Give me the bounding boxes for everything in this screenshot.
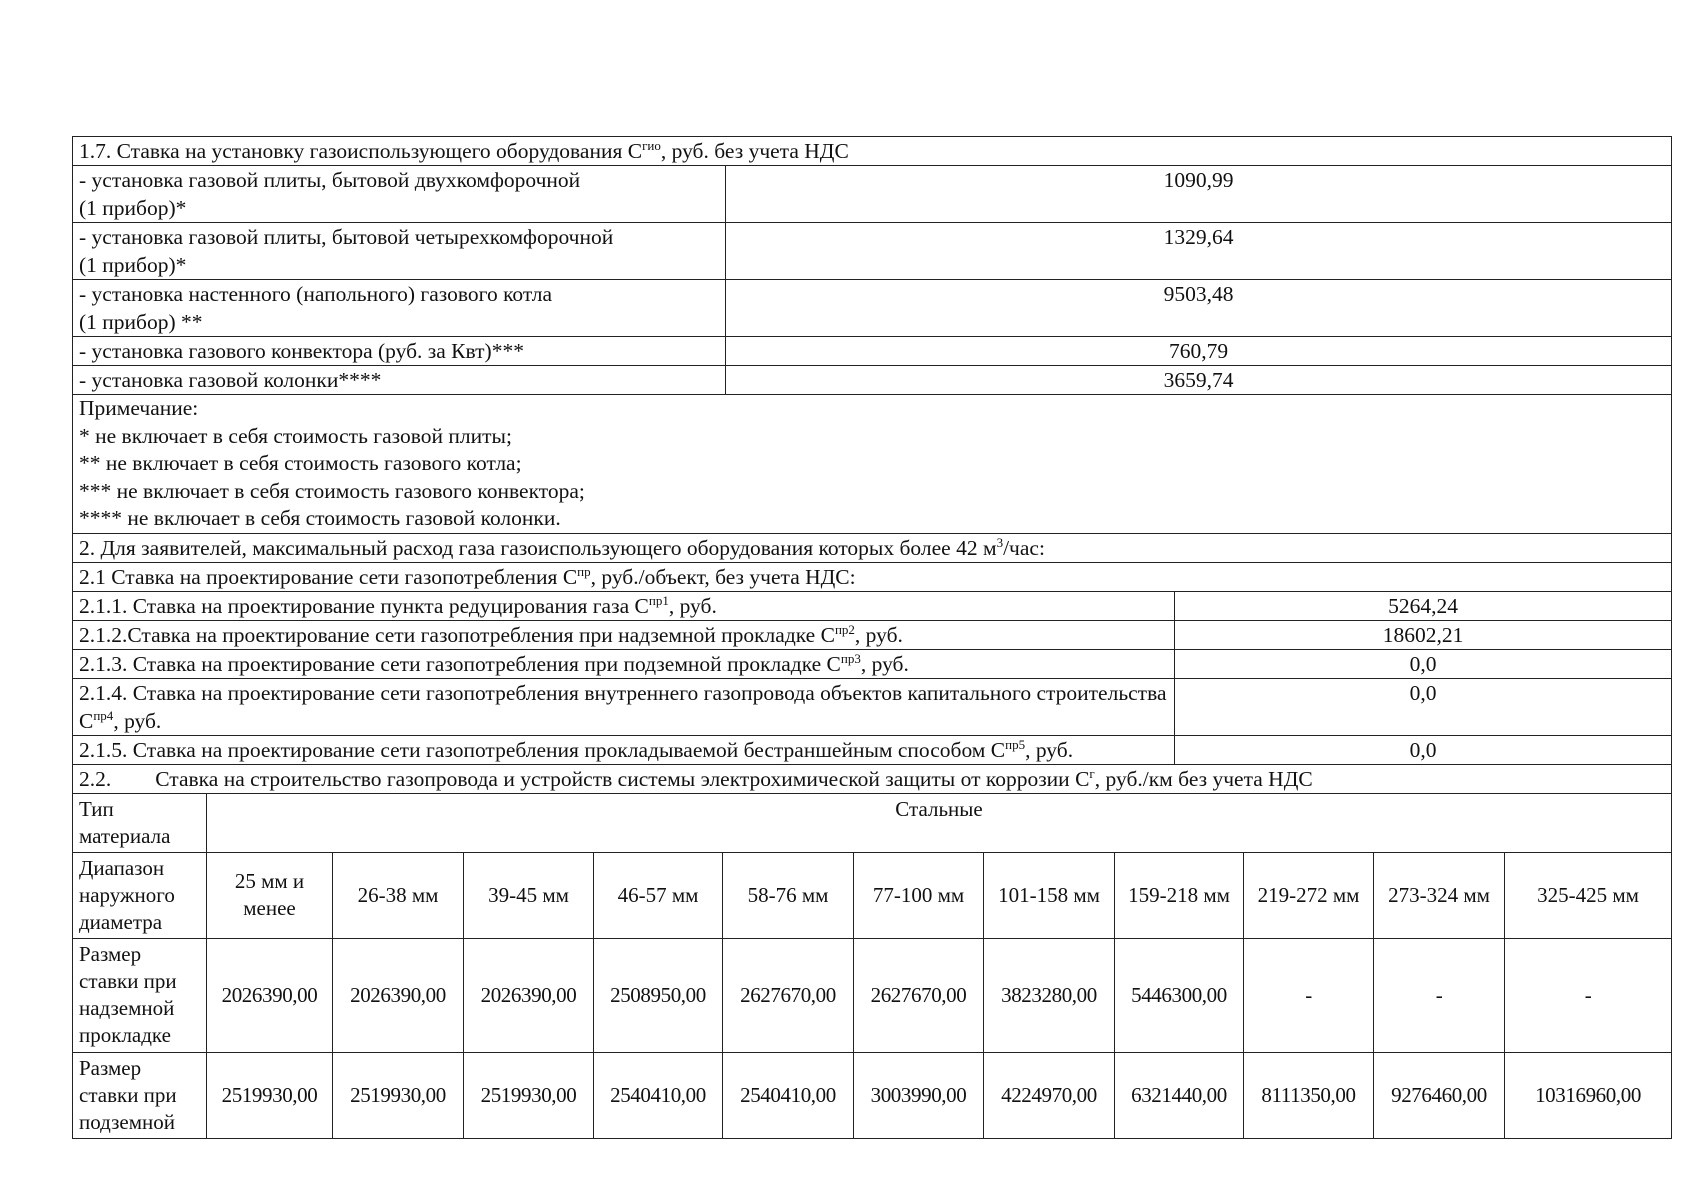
table-row xyxy=(73,591,1672,620)
table-row xyxy=(73,938,1672,1052)
construction-rates-table xyxy=(72,793,1672,1139)
row-value: 760,79 xyxy=(726,337,1672,366)
diameter-cell: 46-57 мм xyxy=(594,852,723,938)
row-value: 0,0 xyxy=(1175,649,1672,678)
table-row xyxy=(73,620,1672,649)
rate-cell: 8111350,00 xyxy=(1244,1052,1374,1138)
row-value: 9503,48 xyxy=(726,280,1672,337)
design-rates-table xyxy=(72,562,1672,794)
rate-cell: 2026390,00 xyxy=(333,938,464,1052)
note-line: **** не включает в себя стоимость газовой колонки. xyxy=(79,506,561,530)
rate-cell: 10316960,00 xyxy=(1505,1052,1672,1138)
installation-rates-table xyxy=(72,136,1672,563)
row-label: - установка газового конвектора (руб. за Квт)*** xyxy=(73,337,726,366)
rate-cell: 2026390,00 xyxy=(464,938,594,1052)
row-label: - установка газовой плиты, бытовой четырехкомфорочной (1 прибор)* xyxy=(73,223,726,280)
table-row xyxy=(73,735,1672,764)
rate-cell: 2026390,00 xyxy=(207,938,333,1052)
section-2-2-title: 2.2. Ставка на строительство газопровода и устройств системы электрохимической защиты от коррозии $С^г$, руб./км без учета НДС xyxy=(73,764,1672,793)
row-label: 2.1.2.Ставка на проектирование сети газопотребления при надземной прокладке $С^{пр2}$, руб. xyxy=(73,620,1175,649)
diameter-cell: 77-100 мм xyxy=(854,852,984,938)
row-label: - установка газовой плиты, бытовой двухкомфорочной (1 прибор)* xyxy=(73,166,726,223)
section-1-7-title: 1.7. Ставка на установку газоиспользующего оборудования $С^{гио}$, руб. без учета НДС xyxy=(73,137,1672,166)
diameter-cell: 219-272 мм xyxy=(1244,852,1374,938)
above-ground-label: Размер ставки при надземной прокладке xyxy=(73,938,207,1052)
table-row xyxy=(73,366,1672,395)
table-row xyxy=(73,678,1672,735)
rate-cell: 2519930,00 xyxy=(464,1052,594,1138)
row-label: - установка газовой колонки**** xyxy=(73,366,726,395)
rate-cell: 2627670,00 xyxy=(854,938,984,1052)
rate-cell: 2540410,00 xyxy=(594,1052,723,1138)
diameter-cell: 26-38 мм xyxy=(333,852,464,938)
underground-label: Размер ставки при подземной xyxy=(73,1052,207,1138)
row-value: 1090,99 xyxy=(726,166,1672,223)
section-2-1-title: 2.1 Ставка на проектирование сети газопотребления $С^{пр}$, руб./объект, без учета НДС: xyxy=(73,562,1672,591)
diameter-label: Диапазон наружного диаметра xyxy=(73,852,207,938)
rate-cell: 9276460,00 xyxy=(1374,1052,1505,1138)
row-value: 0,0 xyxy=(1175,678,1672,735)
section-2-title: 2. Для заявителей, максимальный расход газа газоиспользующего оборудования которых более 42 $м^3$/час: xyxy=(73,533,1672,562)
row-value: 0,0 xyxy=(1175,735,1672,764)
table-row xyxy=(73,649,1672,678)
row-label: - установка настенного (напольного) газового котла (1 прибор) ** xyxy=(73,280,726,337)
diameter-cell: 101-158 мм xyxy=(984,852,1115,938)
rate-cell: - xyxy=(1505,938,1672,1052)
rate-cell: 5446300,00 xyxy=(1115,938,1244,1052)
material-label: Тип материала xyxy=(73,793,207,852)
row-value: 5264,24 xyxy=(1175,591,1672,620)
row-value: 3659,74 xyxy=(726,366,1672,395)
diameter-cell: 325-425 мм xyxy=(1505,852,1672,938)
rate-cell: 2627670,00 xyxy=(723,938,854,1052)
notes-block xyxy=(73,395,1672,534)
table-row xyxy=(73,1052,1672,1138)
rate-cell: 3003990,00 xyxy=(854,1052,984,1138)
diameter-cell: 39-45 мм xyxy=(464,852,594,938)
notes-title: Примечание: xyxy=(79,396,199,420)
table-row xyxy=(73,337,1672,366)
table-row xyxy=(73,166,1672,223)
material-value: Стальные xyxy=(207,793,1672,852)
row-label: 2.1.1. Ставка на проектирование пункта редуцирования газа $С^{пр1}$, руб. xyxy=(73,591,1175,620)
diameter-cell: 159-218 мм xyxy=(1115,852,1244,938)
note-line: * не включает в себя стоимость газовой плиты; xyxy=(79,423,512,448)
diameter-cell: 25 мм и менее xyxy=(207,852,333,938)
row-value: 18602,21 xyxy=(1175,620,1672,649)
rate-cell: 6321440,00 xyxy=(1115,1052,1244,1138)
table-row xyxy=(73,223,1672,280)
diameter-cell: 58-76 мм xyxy=(723,852,854,938)
row-value: 1329,64 xyxy=(726,223,1672,280)
rate-cell: 2540410,00 xyxy=(723,1052,854,1138)
rate-cell: - xyxy=(1244,938,1374,1052)
rate-cell: - xyxy=(1374,938,1505,1052)
diameter-cell: 273-324 мм xyxy=(1374,852,1505,938)
row-label: 2.1.3. Ставка на проектирование сети газопотребления при подземной прокладке $С^{пр3}$, руб. xyxy=(73,649,1175,678)
rate-cell: 4224970,00 xyxy=(984,1052,1115,1138)
note-line: *** не включает в себя стоимость газового конвектора; xyxy=(79,478,585,503)
rate-cell: 2519930,00 xyxy=(333,1052,464,1138)
note-line: ** не включает в себя стоимость газового котла; xyxy=(79,451,522,475)
rate-cell: 3823280,00 xyxy=(984,938,1115,1052)
rate-cell: 2508950,00 xyxy=(594,938,723,1052)
rate-cell: 2519930,00 xyxy=(207,1052,333,1138)
row-label: 2.1.5. Ставка на проектирование сети газопотребления прокладываемой бестраншейным способом $С^{пр5}$, руб. xyxy=(73,735,1175,764)
row-label: 2.1.4. Ставка на проектирование сети газопотребления внутреннего газопровода объектов капитального строительства $С^{пр4}$, руб. xyxy=(73,678,1175,735)
rate-document xyxy=(72,136,1672,1139)
table-row xyxy=(73,280,1672,337)
